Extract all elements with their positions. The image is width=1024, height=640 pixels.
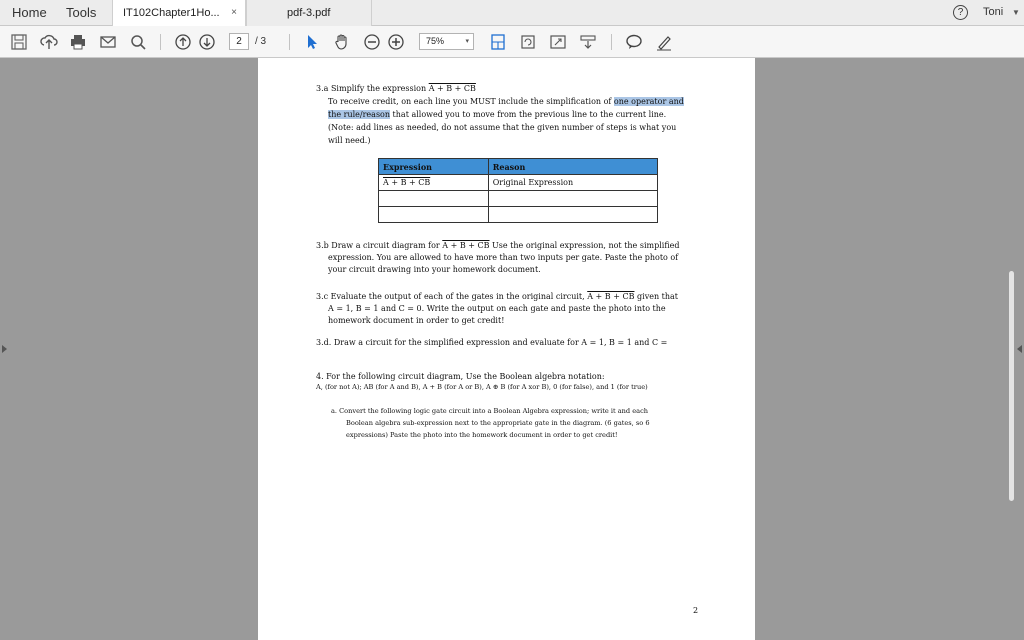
left-panel-toggle[interactable] xyxy=(2,345,7,353)
table-header: Reason xyxy=(488,159,657,175)
table-row xyxy=(379,191,658,207)
q4-line1: 4. For the following circuit diagram, Use the Boolean algebra notation: xyxy=(316,372,605,381)
q3b-text: Use the original expression, not the simplified xyxy=(489,241,680,250)
table-row xyxy=(379,207,658,223)
search-icon[interactable] xyxy=(128,32,148,52)
table-cell xyxy=(379,175,489,191)
pdf-page xyxy=(258,58,755,640)
close-icon[interactable]: × xyxy=(231,7,237,18)
q3d-line: 3.d. Draw a circuit for the simplified expression and evaluate for A = 1, B = 1 and C = xyxy=(316,338,668,347)
highlighted-text: one operator and xyxy=(613,97,684,106)
print-icon[interactable] xyxy=(68,32,88,52)
toolbar-divider xyxy=(289,34,290,50)
table-row xyxy=(379,175,658,191)
q3c-line2: A = 1, B = 1 and C = 0. Write the output on each gate and paste the photo into the xyxy=(328,304,666,313)
q3a-line1-text: To receive credit, on each line you MUST include the simplification of xyxy=(328,97,614,106)
q3c-text: 3.c Evaluate the output of each of the gates in the original circuit, xyxy=(316,292,588,301)
toolbar-divider xyxy=(611,34,612,50)
q4a-line1: a. Convert the following logic gate circuit into a Boolean Algebra expression; write it and each xyxy=(331,407,649,415)
table-cell xyxy=(488,191,657,207)
vertical-scrollbar[interactable] xyxy=(1007,59,1017,640)
fit-page-icon[interactable] xyxy=(488,32,508,52)
table-cell xyxy=(379,191,489,207)
toolbar xyxy=(0,26,1024,58)
table-header: Expression xyxy=(379,159,489,175)
q3b-expression: A + B + CB xyxy=(442,241,490,250)
q3a-text-line1 xyxy=(328,95,684,108)
rotate-icon[interactable] xyxy=(518,32,538,52)
zoom-value: 75% xyxy=(426,36,445,46)
document-tab-active[interactable] xyxy=(112,0,246,26)
page-up-icon[interactable] xyxy=(173,32,193,52)
page-total: / 3 xyxy=(255,36,267,47)
email-icon[interactable] xyxy=(98,32,118,52)
page-down-icon[interactable] xyxy=(197,32,217,52)
expression-table xyxy=(378,158,658,223)
highlighted-text: the rule/reason xyxy=(328,110,391,119)
toolbar-divider xyxy=(160,34,161,50)
zoom-in-icon[interactable] xyxy=(386,32,406,52)
table-cell xyxy=(488,207,657,223)
page-number-input[interactable]: 2 xyxy=(229,33,249,50)
zoom-out-icon[interactable] xyxy=(362,32,382,52)
comment-icon[interactable] xyxy=(624,32,644,52)
user-name[interactable]: Toni xyxy=(983,6,1004,18)
document-tab-label: pdf-3.pdf xyxy=(287,7,331,19)
q4a-line3: expressions) Paste the photo into the homework document in order to get credit! xyxy=(346,431,618,439)
upload-icon[interactable] xyxy=(39,32,59,52)
q3b-line3: your circuit drawing into your homework document. xyxy=(328,265,541,274)
zoom-select[interactable] xyxy=(419,33,474,50)
q3a-text-line3: (Note: add lines as needed, do not assume that the given number of steps is what you xyxy=(328,123,677,132)
fullscreen-icon[interactable] xyxy=(548,32,568,52)
table-cell xyxy=(379,207,489,223)
q3b-text: 3.b Draw a circuit diagram for xyxy=(316,241,443,250)
table-cell-text: A + B + CB xyxy=(383,178,431,187)
hand-icon[interactable] xyxy=(332,32,352,52)
page-number: 2 xyxy=(693,606,699,615)
q3a-prefix: 3.a Simplify the expression xyxy=(316,84,429,93)
save-icon[interactable] xyxy=(9,32,29,52)
chevron-down-icon: ▾ xyxy=(465,38,469,45)
select-arrow-icon[interactable] xyxy=(302,32,322,52)
q3a-expression: A + B + CB xyxy=(428,84,476,93)
sign-icon[interactable] xyxy=(654,32,674,52)
q3b-line2: expression. You are allowed to have more than two inputs per gate. Paste the photo of xyxy=(328,253,679,262)
q3c-line3: homework document in order to get credit! xyxy=(328,316,505,325)
q4a-line2: Boolean algebra sub-expression next to the appropriate gate in the diagram. (6 gates, so 6 xyxy=(346,419,650,427)
q4-line2: A, (for not A); AB (for A and B), A + B (for A or B), A ⊕ B (for A xor B), 0 (for false), and 1 (for true) xyxy=(316,383,648,391)
table-header-row xyxy=(379,159,658,175)
document-tab-inactive[interactable] xyxy=(246,0,372,26)
q3a-line xyxy=(316,82,476,95)
scroll-thumb[interactable] xyxy=(1009,271,1014,501)
chevron-down-icon[interactable]: ▼ xyxy=(1012,8,1020,17)
q3a-text-line2 xyxy=(328,108,666,121)
right-panel-toggle[interactable] xyxy=(1017,345,1022,353)
document-tab-label: IT102Chapter1Ho... xyxy=(123,7,220,19)
top-tab-bar xyxy=(0,0,1024,26)
home-tab[interactable]: Home xyxy=(12,5,47,20)
q3a-line2-text: that allowed you to move from the previous line to the current line. xyxy=(390,110,667,119)
q3a-text-line4: will need.) xyxy=(328,136,371,145)
q3c-text: given that xyxy=(634,292,678,301)
read-mode-icon[interactable] xyxy=(578,32,598,52)
q3c-expression: A + B + CB xyxy=(587,292,635,301)
table-cell: Original Expression xyxy=(488,175,657,191)
help-icon[interactable]: ? xyxy=(953,5,968,20)
tools-tab[interactable]: Tools xyxy=(66,5,97,20)
